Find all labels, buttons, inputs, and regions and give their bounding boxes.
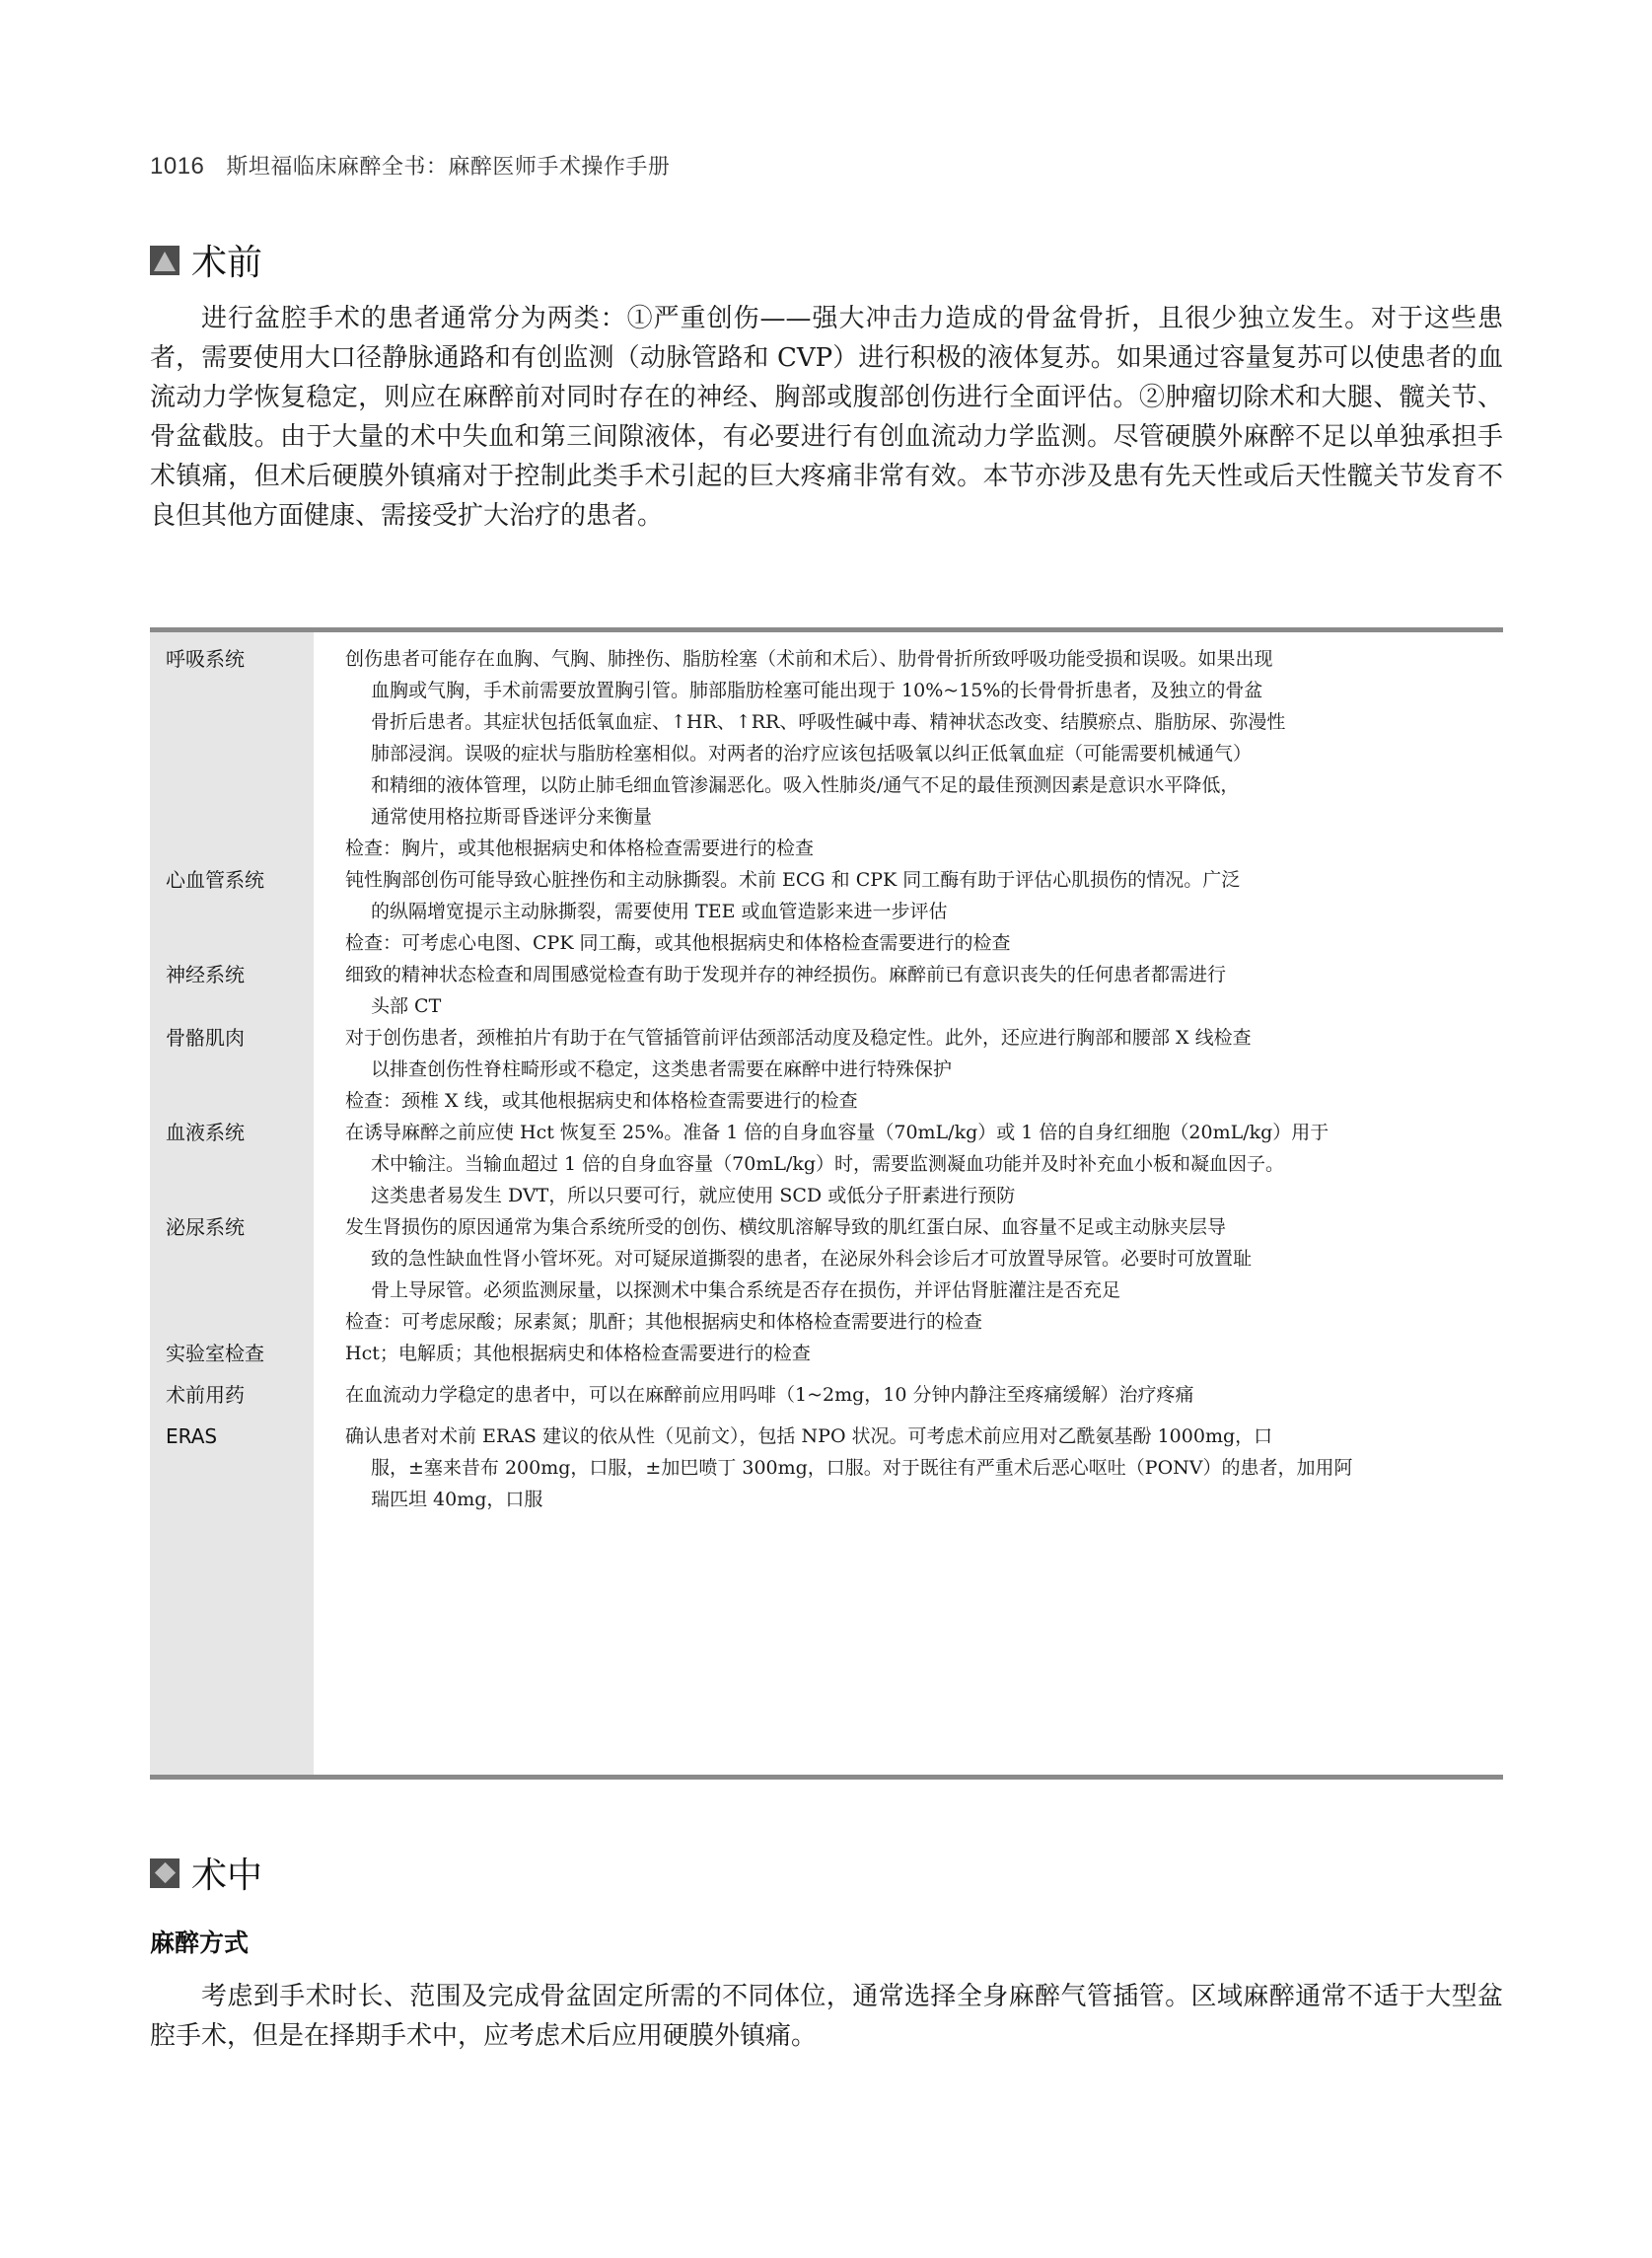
row-description — [345, 1379, 1489, 1411]
anesthesia-method-subheading: 麻醉方式 — [150, 1929, 250, 1957]
preop-heading-label: 术前 — [191, 243, 263, 283]
description-line: 检查：胸片，或其他根据病史和体格检查需要进行的检查 — [345, 838, 815, 859]
description-line: 通常使用格拉斯哥昏迷评分来衡量 — [371, 806, 653, 828]
description-line: 在诱导麻醉之前应使 Hct 恢复至 25%。准备 1 倍的自身血容量（70mL/kg）或 1 倍的自身红细胞（20mL/kg）用于 — [345, 1122, 1329, 1143]
description-line: 瑞匹坦 40mg，口服 — [371, 1489, 543, 1510]
preop-paragraph-line: 涉及患有先天性或后天性髋关节发育不良但其他方面健康、需接受扩大治疗的患者。 — [150, 462, 1503, 531]
preop-section-heading — [150, 235, 262, 285]
description-line: 头部 CT — [371, 995, 442, 1017]
description-line: Hct；电解质；其他根据病史和体格检查需要进行的检查 — [345, 1343, 811, 1364]
description-line: 致的急性缺血性肾小管坏死。对可疑尿道撕裂的患者，在泌尿外科会诊后才可放置导尿管。必要时可放置耻 — [371, 1248, 1253, 1270]
running-header — [150, 150, 670, 181]
intraop-section-heading — [150, 1848, 262, 1898]
description-line: 骨折后患者。其症状包括低氧血症、↑HR、↑RR、呼吸性碱中毒、精神状态改变、结膜瘀点、脂肪尿、弥漫性 — [371, 711, 1286, 733]
preop-paragraph — [150, 299, 1503, 536]
preop-paragraph-line: 这些患者，需要使用大口径静脉通路和有创监测（动脉管路和 CVP）进行积极的液体复苏。如果通过容量复苏可 — [150, 304, 1503, 373]
row-description — [345, 959, 1489, 1022]
description-line: 发生肾损伤的原因通常为集合系统所受的创伤、横纹肌溶解导致的肌红蛋白尿、血容量不足或主动脉夹层导 — [345, 1216, 1227, 1238]
intraop-paragraph — [150, 1977, 1503, 2056]
row-description — [345, 1117, 1489, 1211]
description-line: 以排查创伤性脊柱畸形或不稳定，这类患者需要在麻醉中进行特殊保护 — [371, 1058, 953, 1080]
row-description — [345, 864, 1489, 959]
category-label: 心血管系统 — [166, 868, 264, 892]
row-description — [345, 1211, 1489, 1338]
triangle-section-icon — [150, 246, 180, 275]
category-column-background — [150, 632, 314, 1775]
category-label: 骨骼肌肉 — [166, 1026, 245, 1050]
preop-assessment-table — [150, 627, 1503, 1780]
category-label: 呼吸系统 — [166, 647, 245, 671]
description-line: 服，±塞来昔布 200mg，口服，±加巴喷丁 300mg，口服。对于既往有严重术后恶心呕吐（PONV）的患者，加用阿 — [371, 1457, 1353, 1479]
description-line: 检查：颈椎 X 线，或其他根据病史和体格检查需要进行的检查 — [345, 1090, 858, 1112]
description-line: 术中输注。当输血超过 1 倍的自身血容量（70mL/kg）时，需要监测凝血功能并及时补充血小板和凝血因子。 — [371, 1153, 1285, 1175]
intraop-heading-label: 术中 — [191, 1856, 263, 1896]
category-label: 神经系统 — [166, 963, 245, 986]
description-line: 肺部浸润。误吸的症状与脂肪栓塞相似。对两者的治疗应该包括吸氧以纠正低氧血症（可能需要机械通气） — [371, 743, 1253, 765]
description-line: 的纵隔增宽提示主动脉撕裂，需要使用 TEE 或血管造影来进一步评估 — [371, 901, 948, 922]
description-line: 检查：可考虑心电图、CPK 同工酶，或其他根据病史和体格检查需要进行的检查 — [345, 932, 1011, 954]
description-line: 骨上导尿管。必须监测尿量，以探测术中集合系统是否存在损伤，并评估肾脏灌注是否充足 — [371, 1279, 1121, 1301]
description-line: 确认患者对术前 ERAS 建议的依从性（见前文），包括 NPO 状况。可考虑术前应用对乙酰氨基酚 1000mg，口 — [345, 1425, 1273, 1447]
category-label: 泌尿系统 — [166, 1215, 245, 1239]
diamond-section-icon — [150, 1858, 180, 1888]
preop-paragraph-line: 以使患者的血流动力学恢复稳定，则应在麻醉前对同时存在的神经、胸部或腹部创伤进行全面评估。②肿瘤切 — [150, 343, 1503, 412]
table-top-rule — [150, 627, 1503, 632]
category-label: 术前用药 — [166, 1383, 245, 1407]
description-line: 检查：可考虑尿酸；尿素氮；肌酐；其他根据病史和体格检查需要进行的检查 — [345, 1311, 983, 1333]
description-line: 细致的精神状态检查和周围感觉检查有助于发现并存的神经损伤。麻醉前已有意识丧失的任何患者都需进行 — [345, 964, 1227, 985]
row-description — [345, 1338, 1489, 1369]
description-line: 和精细的液体管理，以防止肺毛细血管渗漏恶化。吸入性肺炎/通气不足的最佳预测因素是意识水平降低， — [371, 774, 1240, 796]
book-title: 斯坦福临床麻醉全书：麻醉医师手术操作手册 — [226, 155, 671, 180]
description-line: 对于创伤患者，颈椎拍片有助于在气管插管前评估颈部活动度及稳定性。此外，还应进行胸部和腰部 X 线检查 — [345, 1027, 1252, 1049]
preop-paragraph-line: 除术和大腿、髋关节、骨盆截肢。由于大量的术中失血和第三间隙液体，有必要进行有创血流动力学监测。尽管 — [150, 383, 1503, 452]
intraop-paragraph-line: 考虑到手术时长、范围及完成骨盆固定所需的不同体位，通常选择全身麻醉气管插管。区域麻醉通常不适 — [201, 1982, 1400, 2011]
description-line: 这类患者易发生 DVT，所以只要可行，就应使用 SCD 或低分子肝素进行预防 — [371, 1185, 1016, 1206]
intraop-paragraph-line: 于大型盆腔手术，但是在择期手术中，应考虑术后应用硬膜外镇痛。 — [150, 1982, 1503, 2051]
preop-paragraph-line: 进行盆腔手术的患者通常分为两类：①严重创伤——强大冲击力造成的骨盆骨折，且很少独立发生。对于 — [201, 304, 1425, 333]
description-line: 钝性胸部创伤可能导致心脏挫伤和主动脉撕裂。术前 ECG 和 CPK 同工酶有助于评估心肌损伤的情况。广泛 — [345, 869, 1241, 891]
row-description — [345, 1420, 1489, 1515]
category-label: ERAS — [166, 1424, 218, 1448]
row-description — [345, 643, 1489, 864]
description-line: 在血流动力学稳定的患者中，可以在麻醉前应用吗啡（1~2mg，10 分钟内静注至疼痛缓解）治疗疼痛 — [345, 1384, 1194, 1406]
description-line: 血胸或气胸，手术前需要放置胸引管。肺部脂肪栓塞可能出现于 10%~15%的长骨骨折患者，及独立的骨盆 — [371, 680, 1263, 701]
category-label: 实验室检查 — [166, 1342, 264, 1365]
preop-paragraph-line: 硬膜外麻醉不足以单独承担手术镇痛，但术后硬膜外镇痛对于控制此类手术引起的巨大疼痛非常有效。本节亦 — [150, 422, 1503, 491]
description-line: 创伤患者可能存在血胸、气胸、肺挫伤、脂肪栓塞（术前和术后）、肋骨骨折所致呼吸功能受损和误吸。如果出现 — [345, 648, 1273, 670]
category-label: 血液系统 — [166, 1121, 245, 1144]
row-description — [345, 1022, 1489, 1117]
table-bottom-rule — [150, 1775, 1503, 1780]
page-number: 1016 — [150, 153, 205, 180]
